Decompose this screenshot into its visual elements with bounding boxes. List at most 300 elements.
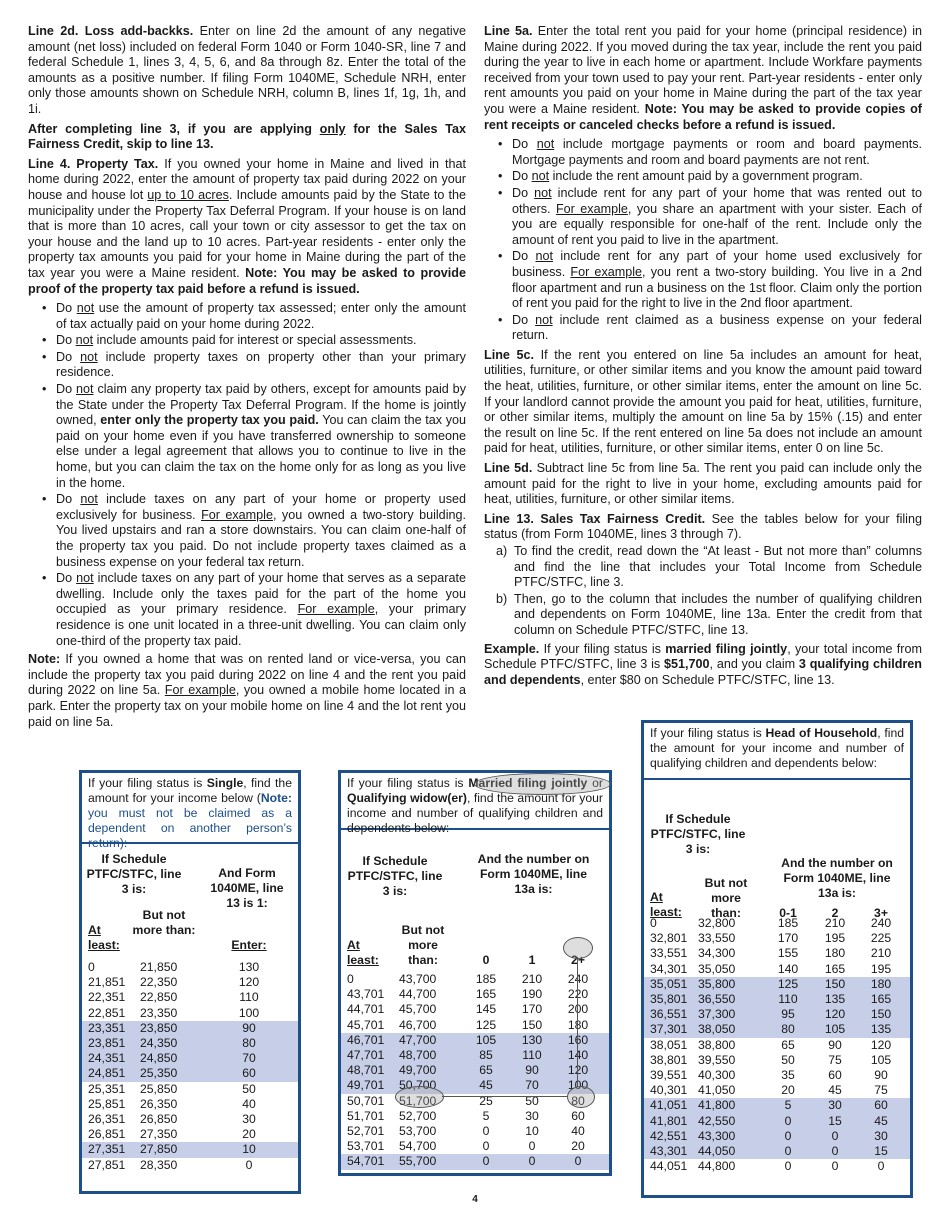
single-intro-b1: Single [206,776,244,790]
table-cell: 150 [870,1007,892,1022]
table-cell: 110 [522,1048,542,1062]
single-intro-t2: , find the amount for your income below ( [88,776,292,805]
table-row [341,1139,609,1154]
table-cell: 50 [242,1081,256,1096]
table-cell: 23,351 [88,1020,126,1035]
example-t1: If your filing status is [539,641,666,656]
hoh-col-1: 2 [831,906,839,920]
bullet-dot: • [42,382,47,397]
table-cell: 50 [525,1093,539,1108]
line13-paragraph [484,512,922,543]
table-cell: 37,300 [698,1007,736,1022]
table-row [644,1053,910,1068]
line4-paragraph [28,157,466,297]
bullet-post: use the amount of property tax assessed; enter only the amount of tax actually paid on your home during 2022. [56,301,466,331]
line2d-paragraph [28,24,466,118]
table-cell: 210 [870,946,892,961]
table-cell: 150 [824,976,846,991]
mfj-head-schedule: If Schedule PTFC/STFC, line 3 is: [347,854,443,898]
table-cell: 85 [479,1048,493,1062]
table-cell: 15 [828,1113,842,1128]
step-letter: a) [496,544,508,558]
table-cell: 90 [525,1063,539,1078]
table-row [341,1018,609,1033]
hoh-col-but-not: But not more than: [704,876,748,920]
note-label: Note: [28,652,61,667]
line4-note: Note: You may be asked to provide proof of the property tax paid before a refund is issued. [28,265,466,296]
table-cell: 21,851 [88,975,126,990]
bullet-u: not [80,492,98,507]
table-cell: 210 [824,916,846,930]
bullet-dot: • [42,333,47,348]
table-cell: 44,800 [698,1159,736,1174]
mfj-head-number: And the number on Form 1040ME, line 13a is: [477,852,590,896]
table-row [82,1158,298,1173]
table-cell: 35 [781,1068,795,1082]
table-cell: 45 [828,1083,842,1098]
highlight-mfj-status-oval [474,773,611,795]
table-cell: 145 [475,1002,497,1017]
table-cell: 210 [521,972,543,986]
bullet-u: not [535,249,554,264]
table-cell: 38,801 [650,1052,688,1067]
single-table-intro [82,773,298,850]
table-row [82,960,298,975]
highlight-vertical-line [577,957,578,1087]
table-cell: 165 [824,961,846,976]
bullet-dot: • [498,249,503,264]
bullet-pre: Do [56,333,76,348]
table-row [644,1022,910,1037]
bullet-u: not [75,333,94,348]
table-row [644,1114,910,1129]
bullet-item [484,169,922,185]
table-cell: 52,701 [347,1124,385,1138]
table-cell: 53,701 [347,1139,385,1154]
note-body2: , you owned a mobile home located in a park. Enter the property tax on your mobile home on line 4 and the lot rent you paid on line 5a. [28,683,466,729]
bullet-u2: For example [201,507,273,522]
table-cell: 240 [870,916,892,930]
step-text: Then, go to the column that includes the number of qualifying children and dependents on Form 1040ME, line 13a. Enter the credit from that column on Schedule PTFC/STFC, line 13. [514,591,922,637]
table-row [644,1144,910,1159]
table-cell: 22,351 [88,990,126,1005]
table-cell: 45,700 [399,1002,437,1017]
table-cell: 55,700 [399,1154,437,1169]
line2d-title: Line 2d. Loss add-backks. [28,24,194,38]
table-cell: 20 [571,1139,585,1154]
table-cell: 0 [784,1128,792,1143]
table-cell: 15 [874,1144,888,1158]
table-cell: 44,701 [347,1002,385,1017]
right-bullet-list [484,137,922,344]
line4-title: Line 4. Property Tax. [28,156,159,171]
bullet-dot: • [42,301,47,316]
bullet-post2: , you share an apartment with your sister. Each of you are equally responsible for one-half of the rent. Include only the amount of rent you paid to live in the apartment. [512,201,922,247]
single-col-enter: Enter: [231,938,267,952]
bullet-dot: • [42,349,47,364]
bullet-item [484,186,922,248]
table-cell: 50,700 [399,1078,437,1093]
bullet-pre: Do [56,301,77,316]
table-cell: 70 [242,1051,256,1066]
table-row [341,987,609,1002]
bullet-pre: Do [512,169,532,184]
table-cell: 0 [482,1139,490,1154]
table-cell: 30 [828,1098,842,1113]
mfj-col-2: 2+ [571,953,585,967]
bullet-u: not [534,185,552,200]
table-cell: 39,551 [650,1068,688,1082]
table-cell: 60 [828,1068,842,1082]
step-item [484,544,922,591]
bullet-post: include the rent amount paid by a government program. [549,169,863,184]
table-cell: 48,700 [399,1048,437,1062]
table-cell: 20 [781,1083,795,1098]
table-cell: 40,301 [650,1083,688,1098]
bullet-post2: , you owned a two-story building. You lived upstairs and ran a store downstairs. You can claim one-half of the property tax you paid. Do not include property taxes claimed as a business expense on your federal tax return. [56,507,466,569]
table-cell: 24,850 [140,1051,178,1066]
bullet-u2: For example [570,264,643,279]
table-cell: 0 [528,1139,536,1154]
single-col-but-not-text: But not more than: [132,908,196,937]
table-cell: 100 [238,1005,260,1020]
bullet-u: not [80,349,98,364]
table-row [341,1048,609,1063]
table-cell: 125 [475,1017,497,1032]
line5d-title: Line 5d. [484,461,533,476]
table-cell: 45 [874,1113,888,1128]
table-cell: 30 [874,1128,888,1143]
hoh-col-0: 0-1 [779,906,797,920]
step-letter: b) [496,591,508,606]
bullet-item [28,350,466,381]
line4-body2: . Include amounts paid by the State to the municipality under the Property Tax Deferral Program. If your house is on land that is more than 10 acres, call your town or city assessor to get the tax on your house and the land up to 10 acres. Part-year residents - enter only the property tax amounts you paid for your home in Maine during the part of the tax year you were a Maine resident. [28,187,467,280]
table-cell: 95 [781,1007,795,1022]
table-cell: 48,701 [347,1063,385,1078]
bullet-pre: Do [56,571,77,586]
step-item [484,592,922,639]
table-row [82,1127,298,1142]
table-cell: 105 [475,1032,497,1047]
bullet-bold: enter only the property tax you paid. [100,413,319,428]
table-cell: 33,550 [698,931,736,946]
table-cell: 43,701 [347,987,385,1002]
left-bullet-list [28,301,466,649]
table-cell: 160 [567,1032,589,1047]
line5d-paragraph [484,461,922,508]
bullet-pre: Do [512,249,536,264]
right-column [484,24,922,692]
table-cell: 20 [242,1127,256,1142]
table-cell: 26,351 [88,1112,126,1126]
table-row [82,1006,298,1021]
table-cell: 50 [781,1052,795,1067]
single-table [79,770,301,1194]
table-cell: 170 [521,1002,543,1017]
table-cell: 90 [828,1037,842,1052]
table-cell: 125 [777,976,799,991]
table-cell: 130 [521,1032,543,1047]
table-cell: 22,850 [140,990,178,1005]
bullet-dot: • [498,169,503,184]
table-cell: 26,350 [140,1096,178,1111]
hoh-col-2: 3+ [874,906,888,920]
table-cell: 150 [521,1017,543,1032]
table-cell: 110 [239,990,259,1005]
bullet-post: include property taxes on property other than your primary residence. [56,349,466,380]
table-cell: 195 [870,961,892,976]
bullet-post: include rent for any part of your home that was rented out to others. [512,185,922,216]
bullet-u2: For example [555,201,628,216]
table-cell: 70 [525,1078,539,1093]
table-cell: 135 [870,1022,892,1037]
hoh-intro-t2: , find the amount for your income and number of qualifying children and dependents below: [650,726,904,770]
step-text: To find the credit, read down the “At least - But not more than” columns and find the line that includes your Total Income from Schedule PTFC/STFC, line 3. [514,544,922,590]
single-table-header [82,844,298,960]
table-row [644,1129,910,1144]
table-cell: 75 [828,1052,842,1067]
table-cell: 36,550 [698,992,736,1006]
note-underline: For example [164,683,236,698]
table-cell: 0 [831,1159,839,1174]
property-note-paragraph [28,652,466,730]
table-cell: 105 [824,1022,846,1037]
example-b1: married filing jointly [665,641,788,656]
table-row [644,1038,910,1053]
bullet-post: include rent for any part of your home used exclusively for business. [512,249,922,279]
table-cell: 80 [781,1022,795,1037]
bullet-post2: , you rent a two-story building. You live in a 2nd floor apartment and run a business on the 1st floor. Claim only the portion of rent you paid for the right to live in the 2nd floor apartment. [512,264,922,311]
table-cell: 5 [482,1108,490,1123]
table-cell: 110 [778,992,798,1006]
table-row [644,1083,910,1098]
table-row [341,972,609,987]
table-cell: 36,551 [650,1007,688,1022]
table-cell: 120 [567,1063,589,1078]
table-cell: 45 [479,1078,493,1093]
single-col-at-least: At least: [88,923,120,952]
table-cell: 0 [347,972,354,986]
bullet-u: not [76,301,95,316]
table-cell: 47,700 [399,1032,437,1047]
left-column [28,24,466,734]
table-cell: 35,800 [698,976,736,991]
table-row [341,1063,609,1078]
table-row [644,977,910,992]
mfj-intro-t1: If your filing status is [347,776,469,790]
single-col-but-not [132,908,196,938]
table-cell: 34,300 [698,946,736,961]
table-row [644,1068,910,1083]
table-cell: 49,701 [347,1078,385,1093]
table-cell: 38,800 [698,1037,736,1052]
table-cell: 180 [824,946,846,961]
example-b2: $51,700 [663,657,710,672]
bullet-item [484,137,922,168]
table-cell: 21,850 [140,960,178,974]
after-line3-only: only [319,121,346,136]
mfj-col-0: 0 [482,953,490,967]
table-cell: 185 [777,916,799,930]
table-row [644,1159,910,1174]
mfj-intro-t3: , find the amount for your income and number of qualifying children and dependents below: [347,791,603,835]
step-list [484,544,922,639]
table-cell: 46,701 [347,1032,385,1047]
table-cell: 44,051 [650,1159,688,1174]
example-paragraph [484,642,922,689]
table-cell: 34,301 [650,961,688,976]
table-cell: 220 [567,987,589,1002]
table-cell: 25,350 [140,1066,178,1081]
bullet-post2: You can claim the tax you paid on your home even if you have transferred ownership to someone else under a legal agreement that allows you to continue to live in the home, but you can claim the tax on the home only for as long as you live in the home. [56,413,467,490]
table-cell: 35,051 [650,976,688,991]
bullet-pre: Do [512,137,537,152]
table-cell: 41,051 [650,1098,688,1113]
mfj-col-but-not: But not more than: [401,923,445,967]
table-cell: 200 [567,1002,589,1017]
table-row [644,931,910,946]
table-cell: 44,050 [698,1144,736,1158]
table-cell: 60 [874,1098,888,1113]
line13-title: Line 13. Sales Tax Fairness Credit. [484,511,706,526]
hoh-table [641,720,913,1198]
table-cell: 5 [784,1098,792,1113]
table-cell: 22,851 [88,1005,126,1020]
mfj-table [338,770,612,1176]
bullet-dot: • [498,137,503,152]
table-cell: 28,350 [140,1157,178,1172]
bullet-item [28,333,466,349]
table-cell: 42,550 [698,1113,736,1128]
table-row [644,962,910,977]
line5a-title: Line 5a. [484,24,533,38]
bullet-post: claim any property tax paid by others, except for amounts paid by the State under the Property Tax Deferral Program. If the home is jointly owned, [56,382,466,428]
table-cell: 25,850 [140,1081,178,1096]
table-cell: 42,551 [650,1128,688,1143]
table-cell: 0 [831,1144,839,1158]
line5a-paragraph [484,24,922,133]
hoh-col-at-least: At least: [650,890,682,919]
table-cell: 140 [777,961,799,976]
mfj-col-at-least: At least: [347,938,379,967]
table-cell: 23,850 [140,1020,178,1035]
table-cell: 26,851 [88,1127,126,1142]
table-cell: 155 [777,946,799,961]
bullet-item [484,313,922,344]
table-row [341,1002,609,1017]
hoh-table-intro [644,723,910,780]
table-cell: 90 [242,1020,256,1035]
note-body1: If you owned a home that was on rented land or vice-versa, you can include the property tax you paid during 2022 on line 4 and the rent you paid during 2022 on line 5a. [28,652,466,698]
table-cell: 80 [571,1093,585,1108]
table-row [644,1098,910,1113]
table-cell: 0 [784,1144,792,1158]
table-cell: 60 [242,1066,256,1081]
table-cell: 25,351 [88,1081,126,1096]
hoh-intro-b1: Head of Household [765,726,878,740]
table-row [644,916,910,931]
bullet-item [28,571,466,649]
after-line3-pre: After completing line 3, if you are applying [28,121,320,136]
table-cell: 38,050 [698,1022,736,1037]
example-b3: 3 qualifying children and dependents [484,657,922,687]
table-cell: 100 [567,1078,589,1093]
bullet-pre: Do [56,492,81,507]
table-cell: 0 [650,916,657,930]
mfj-intro-t2: or [587,776,603,790]
bullet-pre: Do [512,312,536,327]
bullet-dot: • [42,492,47,507]
table-cell: 65 [781,1037,795,1052]
bullet-pre: Do [512,185,535,200]
table-cell: 0 [528,1154,536,1169]
table-row [82,1066,298,1081]
table-cell: 35,050 [698,961,736,976]
table-cell: 51,700 [399,1093,437,1108]
line5c-title: Line 5c. [484,347,535,362]
table-row [341,1033,609,1048]
line5c-body: If the rent you entered on line 5a includes an amount for heat, utilities, furniture, or other similar items and you know the amount paid toward the heat, utilities, furniture, or other similar items, enter the amount on line 5c. If your landlord cannot provide the amount you paid for heat, utilities, furniture, or other similar items, multiply the amount on line 5a by 15% (.15) and enter the result on line 5c. If the rent entered on line 5a does not include an amount paid for heat, utilities, furniture, or other similar items, enter 0 on line 5c. [484,347,922,456]
single-head-schedule: If Schedule PTFC/STFC, line 3 is: [86,852,182,896]
table-cell: 0 [482,1124,490,1138]
bullet-item [28,492,466,570]
page-number: 4 [472,1194,478,1205]
table-cell: 22,350 [140,975,178,990]
bullet-u: not [76,571,94,586]
table-cell: 0 [784,1159,792,1174]
line13-body: See the tables below for your filing status (from Form 1040ME, lines 3 through 7). [484,511,922,542]
table-cell: 60 [571,1108,585,1123]
table-cell: 10 [525,1124,539,1138]
table-row [82,1142,298,1157]
table-cell: 180 [870,976,892,991]
example-t3: , and you claim [709,657,799,672]
table-cell: 51,701 [347,1108,385,1123]
table-cell: 23,851 [88,1036,126,1050]
table-row [82,1021,298,1036]
table-cell: 41,801 [650,1113,688,1128]
mfj-intro-b2: Qualifying widow(er) [347,791,467,805]
after-line3-post: for the Sales Tax Fairness Credit, skip to line 13. [28,121,466,152]
bullet-dot: • [498,185,503,200]
hoh-head-number: And the number on Form 1040ME, line 13a is: [781,856,893,900]
table-cell: 41,800 [698,1098,736,1113]
table-cell: 240 [567,972,589,986]
table-row [644,946,910,961]
table-cell: 0 [245,1157,253,1172]
table-cell: 52,700 [399,1108,437,1123]
table-cell: 225 [870,931,892,946]
table-cell: 43,300 [698,1128,736,1143]
table-cell: 30 [525,1108,539,1123]
table-cell: 41,050 [698,1083,736,1098]
table-cell: 0 [88,960,95,974]
table-cell: 39,550 [698,1052,736,1067]
table-cell: 105 [870,1052,892,1067]
table-cell: 50,701 [347,1093,385,1108]
table-row [341,1154,609,1169]
table-cell: 165 [870,992,892,1006]
table-cell: 0 [831,1128,839,1143]
table-cell: 47,701 [347,1048,385,1062]
table-cell: 54,700 [399,1139,437,1154]
mfj-intro-b1: Married filing jointly [468,776,588,790]
table-cell: 0 [784,1113,792,1128]
table-cell: 30 [242,1112,256,1126]
table-cell: 32,801 [650,931,688,946]
table-row [82,1097,298,1112]
bullet-u: not [536,137,555,152]
